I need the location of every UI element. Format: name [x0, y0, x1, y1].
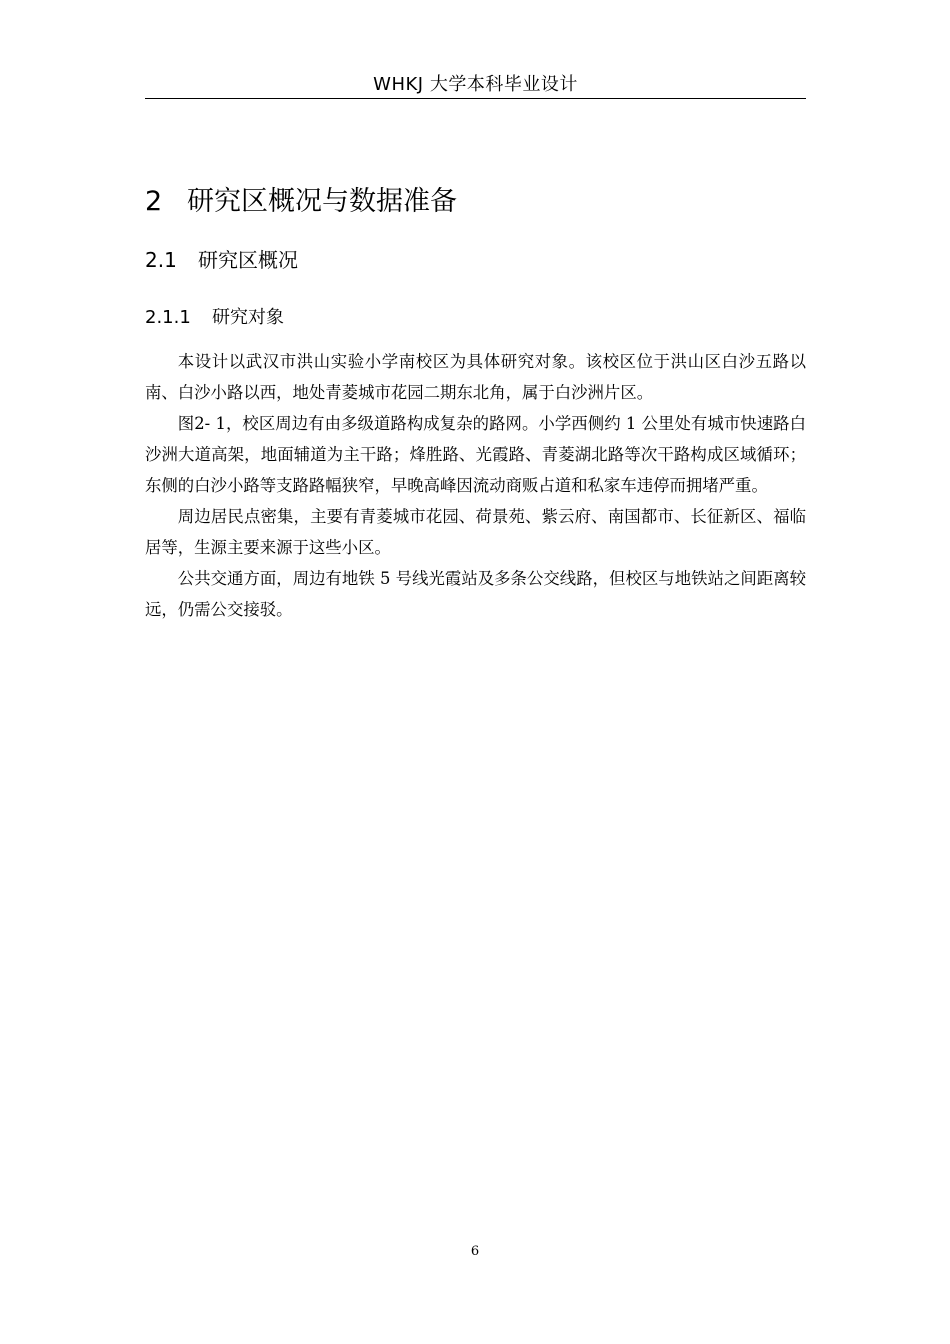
section-title: 研究区概况: [198, 248, 298, 272]
chapter-number: 2: [145, 186, 163, 217]
section-number: 2.1: [145, 248, 177, 272]
subsection-title: 研究对象: [212, 307, 284, 328]
subsection-number: 2.1.1: [145, 307, 191, 328]
page-number: 6: [470, 1244, 480, 1259]
paragraph: 周边居民点密集，主要有青菱城市花园、荷景苑、紫云府、南国都市、长征新区、福临居等，生源主要来源于这些小区。: [145, 507, 806, 557]
chapter-heading: [145, 184, 457, 220]
paragraph: 本设计以武汉市洪山实验小学南校区为具体研究对象。该校区位于洪山区白沙五路以南、白沙小路以西，地处青菱城市花园二期东北角，属于白沙洲片区。: [145, 352, 806, 402]
running-header: WHKJ 大学本科毕业设计: [373, 74, 578, 95]
paragraph: 公共交通方面，周边有地铁 5 号线光霞站及多条公交线路，但校区与地铁站之间距离较远，仍需公交接驳。: [145, 569, 806, 619]
body-text: [145, 346, 806, 625]
header-rule: [145, 98, 806, 99]
paragraph: 图2- 1，校区周边有由多级道路构成复杂的路网。小学西侧约 1 公里处有城市快速路白沙洲大道高架，地面辅道为主干路；烽胜路、光霞路、青菱湖北路等次干路构成区域循环；东侧的白沙小路等支路路幅狭窄，早晚高峰因流动商贩占道和私家车违停而拥堵严重。: [145, 414, 806, 495]
section-heading: [145, 246, 298, 274]
chapter-title: 研究区概况与数据准备: [187, 186, 457, 217]
subsection-heading: [145, 304, 284, 332]
